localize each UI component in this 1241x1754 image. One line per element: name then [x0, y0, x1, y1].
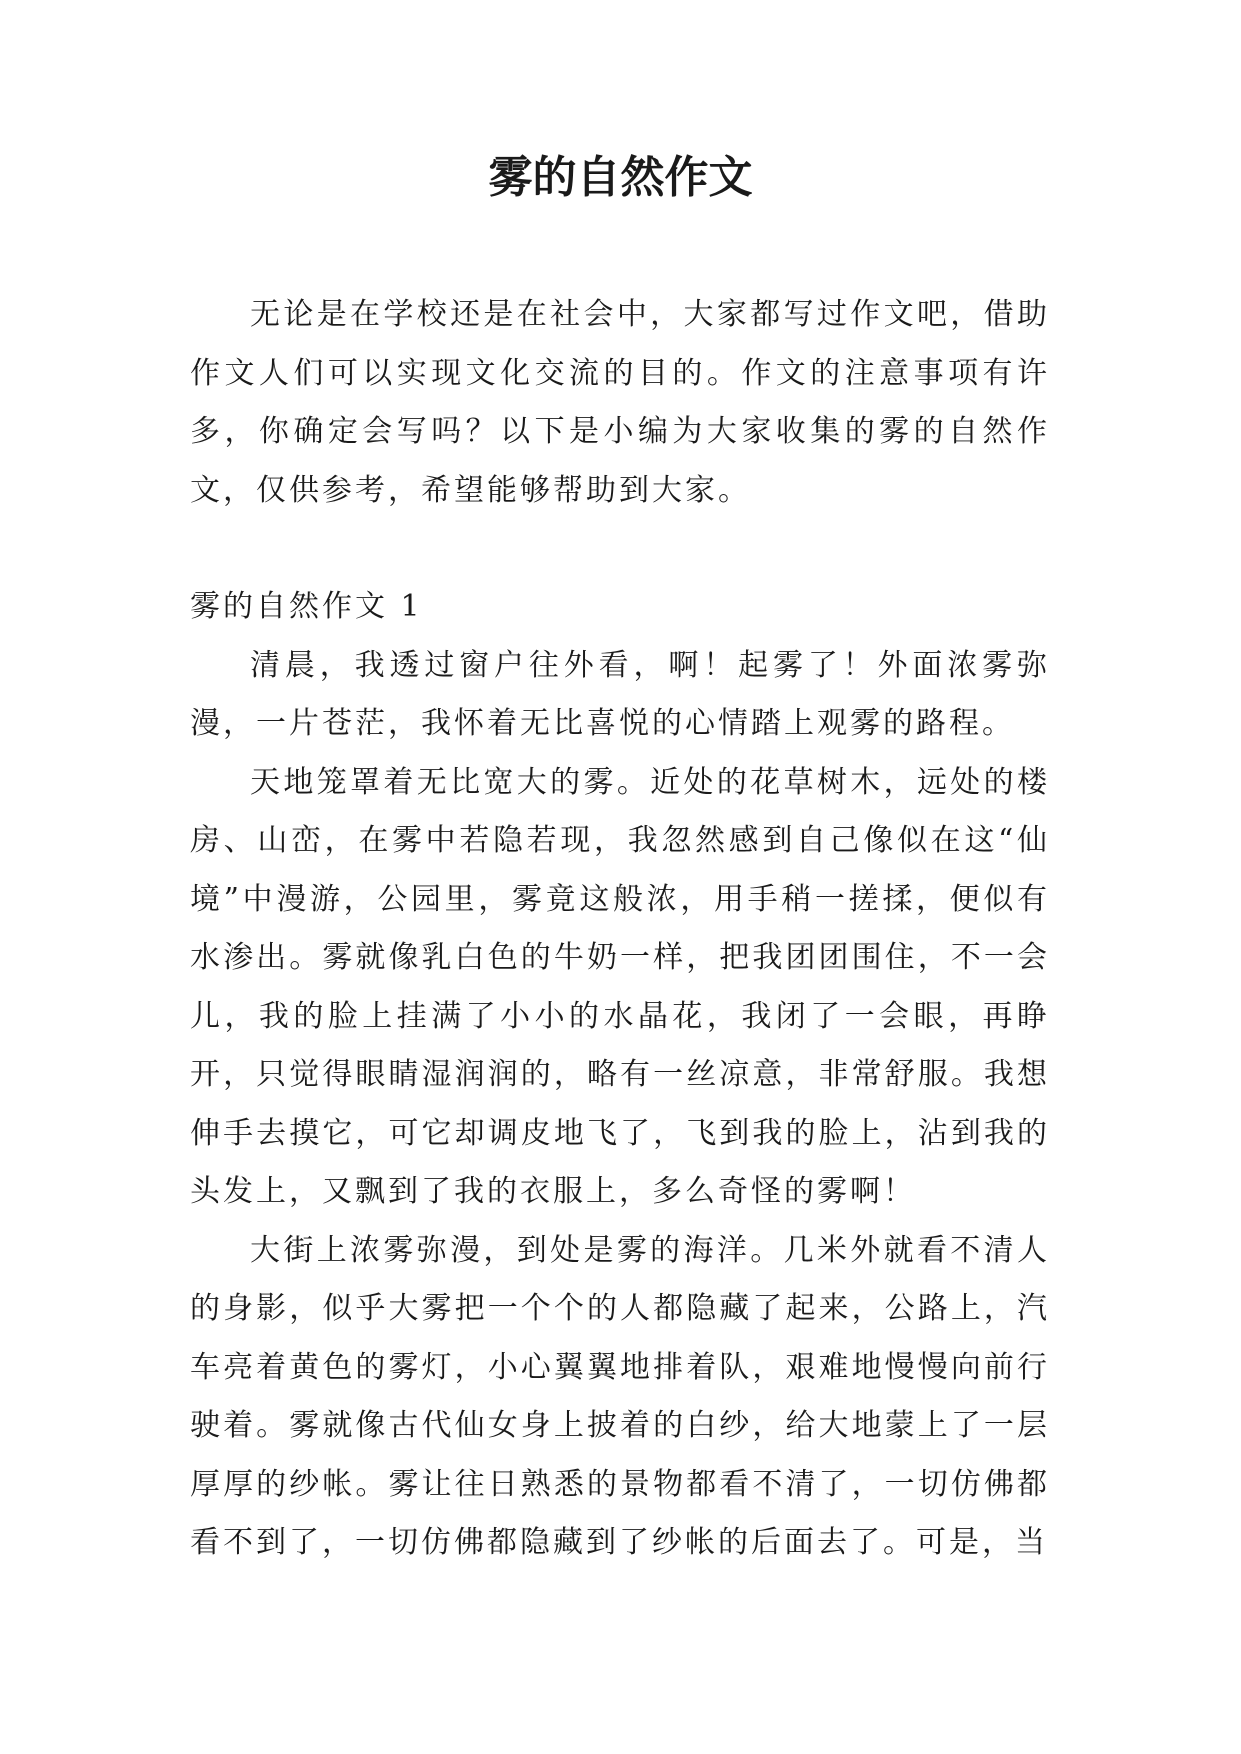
body-paragraph-3: 大街上浓雾弥漫，到处是雾的海洋。几米外就看不清人的身影，似乎大雾把一个个的人都隐藏了起来，公路上，汽车亮着黄色的雾灯，小心翼翼地排着队，艰难地慢慢向前行驶着。雾就像古代仙女身上披着的白纱，给大地蒙上了一层厚厚的纱帐。雾让往日熟悉的景物都看不清了，一切仿佛都看不到了，一切仿佛都隐藏到了纱帐的后面去了。可是，当 [190, 1232, 1050, 1560]
section-heading: 雾的自然作文 1 [190, 589, 423, 624]
body-paragraph-2: 天地笼罩着无比宽大的雾。近处的花草树木，远处的楼房、山峦，在雾中若隐若现，我忽然感到自己像似在这“仙境”中漫游，公园里，雾竟这般浓，用手稍一搓揉，便似有水渗出。雾就像乳白色的牛奶一样，把我团团围住，不一会儿，我的脸上挂满了小小的水晶花，我闭了一会眼，再睁开，只觉得眼睛湿润润的，略有一丝凉意，非常舒服。我想伸手去摸它，可它却调皮地飞了，飞到我的脸上，沾到我的头发上，又飘到了我的衣服上，多么奇怪的雾啊！ [190, 764, 1050, 1209]
document-title: 雾的自然作文 [488, 152, 753, 203]
intro-paragraph: 无论是在学校还是在社会中，大家都写过作文吧，借助作文人们可以实现文化交流的目的。作文的注意事项有许多，你确定会写吗？以下是小编为大家收集的雾的自然作文，仅供参考，希望能够帮助到大家。 [190, 297, 1050, 508]
document-body [190, 286, 1050, 1573]
body-paragraph-1: 清晨，我透过窗户往外看，啊！起雾了！外面浓雾弥漫，一片苍茫，我怀着无比喜悦的心情踏上观雾的路程。 [190, 647, 1050, 741]
